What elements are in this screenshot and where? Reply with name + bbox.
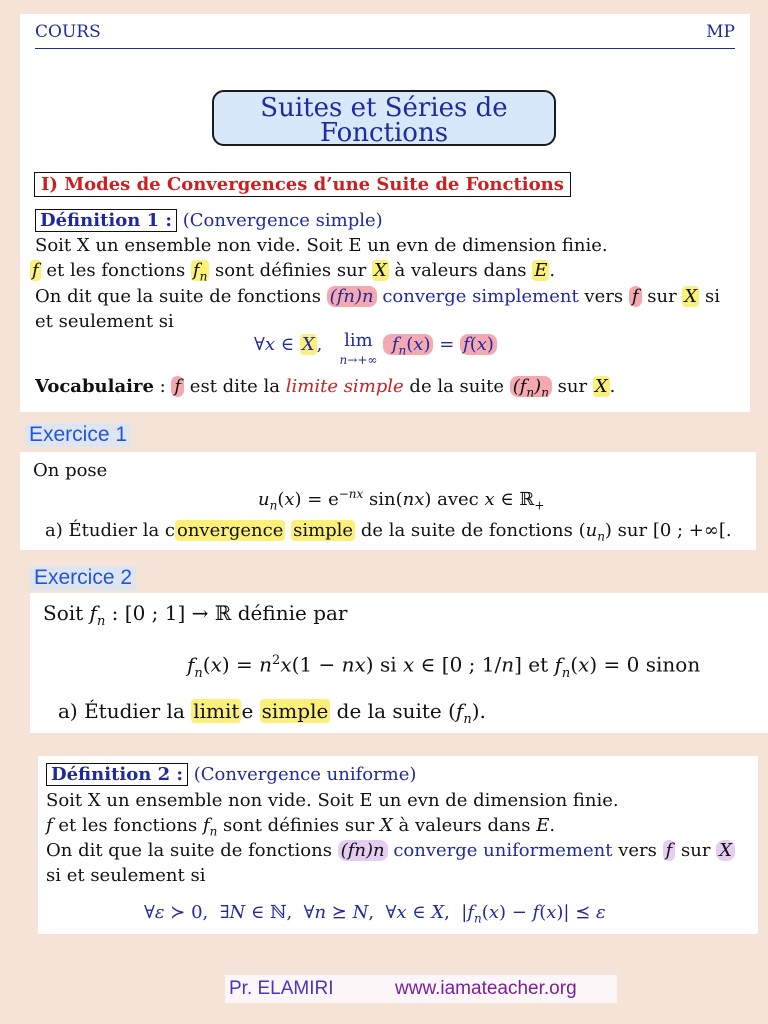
definition1-vers: vers — [584, 286, 624, 307]
definition2-card — [38, 756, 758, 934]
definition1-subtitle: (Convergence simple) — [182, 210, 383, 231]
exercise1-intro: On pose — [33, 460, 108, 481]
definition2-set-x: X — [719, 840, 733, 861]
section-heading — [34, 172, 571, 197]
definition1-sequence: (fn)n — [329, 286, 374, 307]
definition1-line2: f et les fonctions $f_n$ sont définies sur X à valeurs dans E . — [32, 260, 556, 284]
exercise2-label: Exercice 2 — [30, 566, 136, 590]
definition1-line4-text: et seulement si — [35, 311, 174, 332]
definition1-formula: ∀x ∈ X , lim n→+∞ $f_n(x) = f(x)$ — [254, 332, 497, 369]
header-right: MP — [706, 22, 735, 42]
header-rule — [35, 48, 735, 49]
definition2-label: Définition 2 : — [46, 763, 188, 786]
exercise1-label: Exercice 1 — [25, 423, 131, 447]
page-title-line1: Suites et Séries de — [260, 93, 508, 123]
definition1-line3a: On dit que la suite de fonctions — [35, 286, 321, 307]
definition1-line1 — [35, 233, 608, 258]
exercise2-question-a: a) Étudier la limit e simple de la suite $(f_n)$. — [58, 699, 486, 727]
definition1-title — [35, 208, 383, 233]
definition2-line1 — [46, 788, 619, 813]
definition1-si: si — [704, 286, 720, 307]
definition1-vocabulary: Vocabulaire : f est dite la limite simple de la suite $(f_n)_n$ sur X . — [35, 376, 616, 400]
definition1-line4 — [35, 309, 174, 334]
definition2-line2: f et les fonctions $f_n$ sont définies sur X à valeurs dans E. — [46, 815, 556, 839]
exercise1-formula: $u_n(x) = e^{-nx}$ sin(nx) avec x ∈ ℝ$_+$ — [258, 487, 545, 513]
definition2-line3 — [46, 838, 735, 863]
definition1-sur: sur — [647, 286, 677, 307]
definition2-limit-f: f — [665, 840, 673, 861]
page-title-line2: Fonctions — [319, 118, 449, 148]
exercise2-intro: Soit $f_n$ : [0 ; 1] → ℝ définie par — [43, 601, 348, 629]
footer-author: Pr. ELAMIRI — [229, 978, 334, 999]
definition2-formula: ∀ε ≻ 0, ∃N ∈ ℕ, ∀n ⪰ N, ∀x ∈ X, $|f_n(x) - f(x)|$ ⪯ ε — [144, 902, 606, 926]
definition2-sequence: (fn)n — [340, 840, 385, 861]
definition2-line4-text: si et seulement si — [46, 865, 206, 886]
definition1-line1-text: Soit X un ensemble non vide. Soit E un evn de dimension finie. — [35, 235, 608, 256]
exercise2-formula: $f_n(x) = n^2x(1 - nx)$ si x ∈ [0 ; 1/n] et $f_n(x) = 0$ sinon — [187, 652, 701, 681]
page-title — [212, 90, 556, 146]
exercise2-card — [30, 593, 768, 733]
definition1-line3 — [35, 284, 720, 309]
vocabulary-label: Vocabulaire — [35, 376, 154, 397]
footer — [225, 975, 617, 1003]
definition1-limit-f: f — [631, 286, 639, 307]
definition2-subtitle: (Convergence uniforme) — [193, 764, 417, 785]
definition2-line1-text: Soit X un ensemble non vide. Soit E un evn de dimension finie. — [46, 790, 619, 811]
definition2-sur: sur — [681, 840, 711, 861]
definition1-converge-simple: converge simplement — [382, 286, 579, 307]
definition1-label: Définition 1 : — [35, 209, 177, 232]
definition2-title — [46, 762, 416, 787]
definition2-line3a: On dit que la suite de fonctions — [46, 840, 332, 861]
definition1-set-x: X — [684, 286, 698, 307]
definition2-converge-uniform: converge uniformement — [393, 840, 613, 861]
exercise1-question-a: a) Étudier la c onvergence simple de la suite de fonctions $(u_n)$ sur [0 ; +∞[. — [45, 520, 732, 544]
footer-website[interactable]: www.iamateacher.org — [395, 978, 577, 999]
definition2-vers: vers — [618, 840, 657, 861]
header-left: COURS — [35, 22, 101, 42]
section-heading-text: I) Modes de Convergences d’une Suite de Fonctions — [41, 174, 564, 195]
exercise1-card — [20, 452, 756, 550]
definition2-line4 — [46, 863, 205, 888]
